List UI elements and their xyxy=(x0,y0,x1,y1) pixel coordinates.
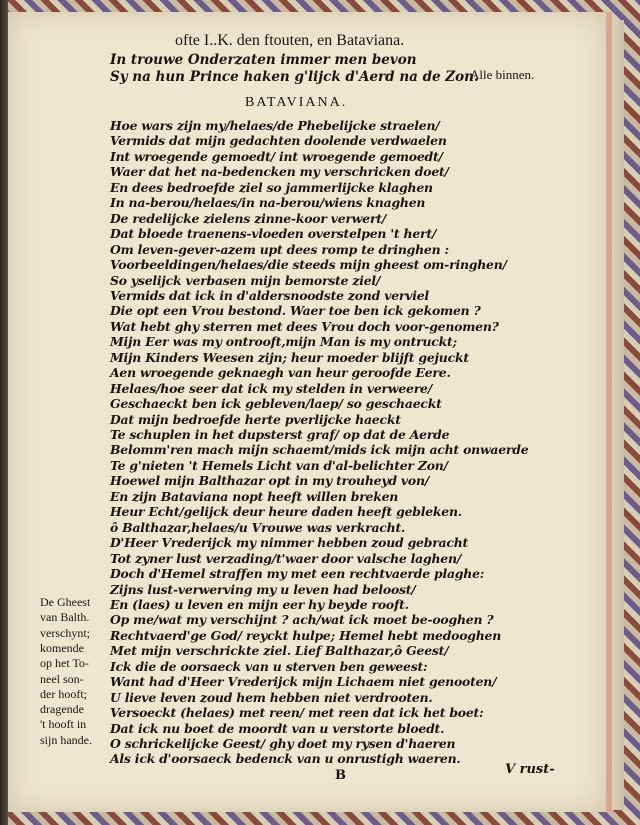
verse-line: Dat ick nu boet de moordt van u verstorte bloedt. xyxy=(110,720,445,736)
verse-line: In na-berou/helaes/in na-berou/wiens knaghen xyxy=(110,195,426,211)
verse-line: Helaes/hoe seer dat ick my stelden in verweere/ xyxy=(110,380,433,396)
verse-line: U lieve leven zoud hem hebben niet verdrooten. xyxy=(110,689,433,705)
verse-line: Om leven-gever-azem upt dees romp te dringhen : xyxy=(110,241,449,257)
side-note-line: De Gheest xyxy=(40,595,91,609)
verse-line: Ick die de oorsaeck van u sterven ben geweest: xyxy=(110,658,428,674)
side-note-line: der hooft; xyxy=(40,686,87,701)
side-note-line: komende xyxy=(40,640,84,655)
verse-line: En dees bedroefde ziel so jammerlijcke klaghen xyxy=(110,179,433,195)
verse-line: Want had d'Heer Vrederijck mijn Lichaem niet genooten/ xyxy=(110,674,497,690)
side-note-line: van Balth. xyxy=(40,610,90,625)
stage-direction: Alle binnen. xyxy=(470,67,535,82)
verse-line: D'Heer Vrederijck my nimmer hebben zoud gebracht xyxy=(110,535,469,551)
verse-line: Geschaeckt ben ick gebleven/laep/ so geschaeckt xyxy=(110,396,442,412)
verse-line: Rechtvaerd'ge God/ reyckt hulpe; Hemel hebt medooghen xyxy=(110,627,502,643)
verse-line: Heur Echt/gelijck deur heure daden heeft gebleken. xyxy=(110,504,462,520)
verse-line: Met mijn verschrickte ziel. Lief Balthazar,ô Geest/ xyxy=(110,643,449,659)
signature-mark: B xyxy=(335,768,346,783)
catchword: V rust- xyxy=(505,762,555,777)
verse-line: Dat mijn bedroefde herte pverlijcke haeckt xyxy=(110,411,401,427)
side-note-line: neel son- xyxy=(40,671,84,686)
side-note-line: 't hooft in xyxy=(40,717,87,732)
verse-line: Versoeckt (helaes) met reen/ met reen dat ick het boet: xyxy=(110,705,484,721)
verse-line: Vermids dat mijn gedachten doolende verdwaelen xyxy=(110,133,447,149)
verse-line: En zijn Bataviana nopt heeft willen breken xyxy=(110,488,399,504)
verse-line: Tot zyner lust verzading/t'waer door valsche laghen/ xyxy=(110,550,462,566)
verse-line: Als ick d'oorsaeck bedenck van u onrustigh waeren. xyxy=(110,751,461,767)
verse-line: Belomm'ren mach mijn schaemt/mids ick mijn acht onwaerde xyxy=(110,442,529,458)
verse-line: Hoe wars zijn my/helaes/de Phebelijcke straelen/ xyxy=(110,118,440,133)
verse-line: Voorbeeldingen/helaes/die steeds mijn gheest om-ringhen/ xyxy=(110,257,507,273)
verse-line: En (laes) u leven en mijn eer hy beyde rooft. xyxy=(110,596,409,612)
opening-line-1: In trouwe Onderzaten immer men bevon xyxy=(110,52,417,68)
verse-line: Die opt een Vrou bestond. Waer toe ben ick gekomen ? xyxy=(110,303,481,319)
side-note-line: verschynt; xyxy=(40,625,90,640)
verse-line: Dat bloede traenens-vloeden overstelpen 't hert/ xyxy=(110,226,437,242)
side-note-line: op het To- xyxy=(40,656,89,671)
verse-line: Int wroegende gemoedt/ int wroegende gemoedt/ xyxy=(110,148,443,164)
verse-line: Te g'nieten 't Hemels Licht van d'al-belichter Zon/ xyxy=(110,457,448,473)
opening-line-2: Sy na hun Prince haken g'lijck d'Aerd na de Zon. xyxy=(110,69,479,85)
verse-line: Op me/wat my verschijnt ? ach/wat ick moet be-ooghen ? xyxy=(110,612,494,628)
speaker-name: BATAVIANA. xyxy=(245,95,348,110)
verse-line: Vermids dat ick in d'aldersnoodste zond verviel xyxy=(110,287,429,303)
side-note-line: sijn hande. xyxy=(40,732,92,747)
verse-line: Zijns lust-verwerving my u leven had beloost/ xyxy=(110,581,416,597)
verse-line: Te schuplen in het dupsterst graf/ op dat de Aerde xyxy=(110,427,450,442)
verse-line: Aen wroegende geknaegh van heur geroofde Eere. xyxy=(110,365,451,381)
side-note-line: dragende xyxy=(40,702,84,717)
verse-line: De redelijcke zielens zinne-koor verwert/ xyxy=(110,210,387,226)
verse-line: ô Balthazar,helaes/u Vrouwe was verkracht. xyxy=(110,519,406,535)
verse-line: Mijn Kinders Weesen zijn; heur moeder blijft gejuckt xyxy=(110,349,469,365)
book-binding xyxy=(0,0,8,825)
verse-line: Waer dat het na-bedencken my verschricken doet/ xyxy=(110,164,449,180)
running-title: ofte I..K. den ftouten, en Bataviana. xyxy=(175,32,405,49)
verse-line: O schrickelijcke Geest/ ghy doet my rysen d'haeren xyxy=(110,736,456,751)
verse-line: Wat hebt ghy sterren met dees Vrou doch voor-genomen? xyxy=(110,318,499,334)
verse-line: So yselijck verbasen mijn bemorste ziel/ xyxy=(110,272,381,288)
verse-line: Doch d'Hemel straffen my met een rechtvaerde plaghe: xyxy=(110,566,485,582)
verse-line: Hoewel mijn Balthazar opt in my trouheyd von/ xyxy=(110,473,430,489)
verse-line: Mijn Eer was my ontrooft,mijn Man is my ontruckt; xyxy=(110,334,457,350)
